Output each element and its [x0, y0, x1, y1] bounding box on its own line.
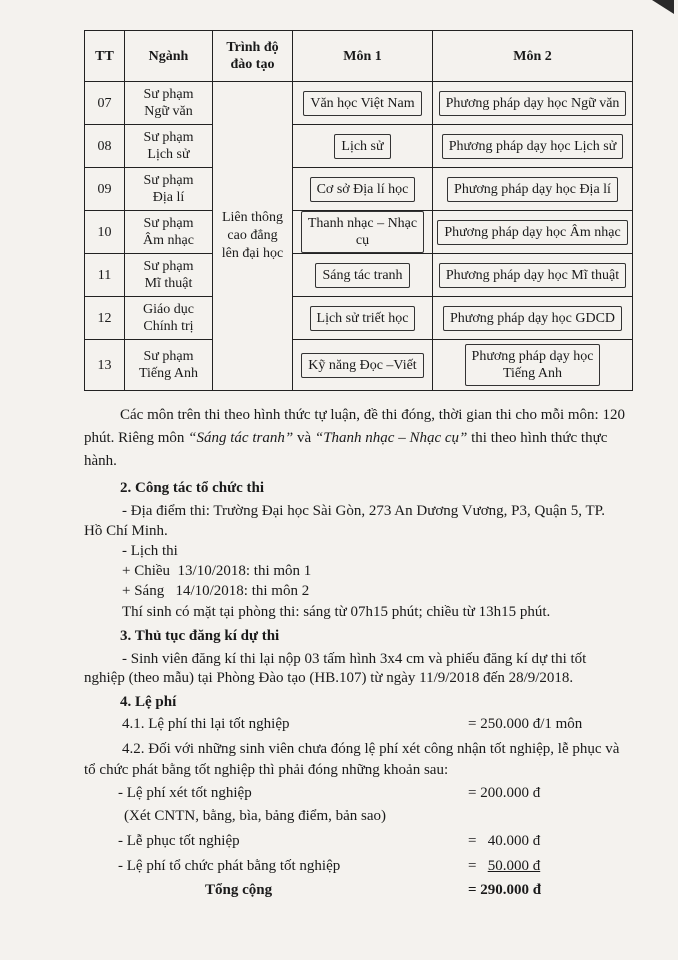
cell-mon1 [293, 340, 433, 391]
fee-review-value: = 200.000 đ [468, 785, 541, 801]
note-text: phút. Riêng môn [84, 430, 189, 446]
mon1-line: Thanh nhạc – Nhạc [307, 216, 418, 231]
cell-mon2 [433, 82, 633, 125]
table-row [85, 254, 633, 297]
total-label: Tổng cộng [205, 882, 273, 898]
fee-42-line-2: tổ chức phát bằng tốt nghiệp thì phải đóng những khoản sau: [84, 762, 449, 778]
section2-title: 2. Công tác tổ chức thi [120, 480, 264, 496]
section2-schedule: - Lịch thi [122, 543, 178, 559]
cell-nganh-line: Mĩ thuật [144, 276, 193, 291]
fee-41-value: = 250.000 đ/1 môn [468, 716, 583, 732]
total-value: = 290.000 đ [468, 882, 542, 898]
cell-nganh-line: Lịch sử [147, 147, 190, 162]
cell-nganh [125, 82, 213, 125]
note-line-1: Các môn trên thi theo hình thức tự luận, đề thi đóng, thời gian thi cho mỗi môn: 120 [120, 407, 625, 423]
section3-line-2: nghiệp (theo mẫu) tại Phòng Đào tạo (HB.107) từ ngày 11/9/2018 đến 28/9/2018. [84, 670, 574, 686]
level-line: cao đẳng [227, 228, 278, 243]
note-text: và [293, 430, 315, 446]
cell-level [213, 82, 293, 391]
table-row [85, 297, 633, 340]
mon2-text: Phương pháp dạy học Âm nhạc [437, 220, 627, 245]
section2-place-2: Hồ Chí Minh. [84, 523, 168, 539]
cell-nganh [125, 168, 213, 211]
cell-mon1 [293, 125, 433, 168]
cell-nganh-line: Sư phạm [143, 130, 194, 145]
exam-subjects-table [84, 30, 633, 391]
cell-tt: 10 [85, 211, 125, 254]
header-trinh-do-line1: Trình độ [226, 40, 279, 55]
mon1-text: Văn học Việt Nam [303, 91, 421, 116]
cell-mon2 [433, 254, 633, 297]
note-italic-subject: “Sáng tác tranh” [188, 430, 294, 446]
mon1-text: Lịch sử [334, 134, 390, 159]
section2-arrival: Thí sinh có mặt tại phòng thi: sáng từ 07h15 phút; chiều từ 13h15 phút. [122, 604, 551, 620]
cell-mon2 [433, 211, 633, 254]
mon2-text: Phương pháp dạy học Ngữ văn [439, 91, 627, 116]
fee-ceremony-value [468, 857, 540, 876]
table-row [85, 82, 633, 125]
fee-42-line-1: 4.2. Đối với những sinh viên chưa đóng lệ phí xét công nhận tốt nghiệp, lễ phục và [122, 741, 620, 757]
table-row [85, 168, 633, 211]
header-nganh: Ngành [125, 31, 213, 82]
section2-session-2: + Sáng 14/10/2018: thi môn 2 [122, 583, 310, 599]
mon1-line: cụ [355, 233, 370, 248]
header-mon1: Môn 1 [293, 31, 433, 82]
table-row [85, 340, 633, 391]
cell-tt: 11 [85, 254, 125, 297]
cell-mon1 [293, 211, 433, 254]
section4-title: 4. Lệ phí [120, 694, 177, 710]
cell-mon1 [293, 168, 433, 211]
section3-title: 3. Thủ tục đăng kí dự thi [120, 628, 280, 644]
cell-nganh-line: Sư phạm [143, 173, 194, 188]
cell-tt: 07 [85, 82, 125, 125]
mon2-line: Phương pháp dạy học [471, 349, 594, 364]
cell-nganh-line: Sư phạm [143, 87, 194, 102]
note-italic-subject: “Thanh nhạc – Nhạc cụ” [314, 430, 468, 446]
cell-mon1 [293, 254, 433, 297]
note-line-3: hành. [84, 453, 117, 469]
mon1-text: Cơ sở Địa lí học [310, 177, 416, 202]
note-line-2 [84, 429, 607, 448]
mon1-text [301, 211, 424, 253]
mon2-text [465, 344, 601, 386]
level-line: lên đại học [221, 246, 284, 261]
cell-nganh [125, 211, 213, 254]
cell-mon2 [433, 297, 633, 340]
cell-nganh [125, 297, 213, 340]
fee-review-note: (Xét CNTN, bằng, bìa, bảng điểm, bản sao) [124, 808, 387, 824]
cell-mon1 [293, 297, 433, 340]
cell-nganh [125, 340, 213, 391]
fee-review-label: - Lệ phí xét tốt nghiệp [118, 785, 252, 801]
cell-mon2 [433, 340, 633, 391]
table-row [85, 125, 633, 168]
header-mon2: Môn 2 [433, 31, 633, 82]
mon2-text: Phương pháp dạy học Mĩ thuật [439, 263, 626, 288]
mon2-text: Phương pháp dạy học GDCD [443, 306, 622, 331]
header-trinh-do-line2: đào tạo [230, 57, 275, 72]
cell-tt: 13 [85, 340, 125, 391]
cell-nganh [125, 125, 213, 168]
cell-mon2 [433, 125, 633, 168]
mon2-text: Phương pháp dạy học Lịch sử [442, 134, 624, 159]
section2-session-1: + Chiều 13/10/2018: thi môn 1 [122, 563, 312, 579]
cell-mon1 [293, 82, 433, 125]
fee-ceremony-label: - Lệ phí tổ chức phát bằng tốt nghiệp [118, 858, 341, 874]
mon1-text: Sáng tác tranh [315, 263, 409, 288]
fee-ceremony-eq: = [468, 858, 477, 874]
table-header-row [85, 31, 633, 82]
cell-nganh-line: Giáo dục [143, 302, 194, 317]
mon1-text: Lịch sử triết học [310, 306, 416, 331]
cell-mon2 [433, 168, 633, 211]
cell-nganh-line: Sư phạm [143, 216, 194, 231]
section3-line-1: - Sinh viên đăng kí thi lại nộp 03 tấm hình 3x4 cm và phiếu đăng kí dự thi tốt [122, 651, 587, 667]
section2-place-1: - Địa điểm thi: Trường Đại học Sài Gòn, 273 An Dương Vương, P3, Quận 5, TP. [122, 503, 606, 519]
page-corner-mark [652, 0, 674, 14]
cell-nganh-line: Sư phạm [143, 259, 194, 274]
fee-41-label: 4.1. Lệ phí thi lại tốt nghiệp [122, 716, 290, 732]
cell-nganh [125, 254, 213, 297]
mon1-text: Kỹ năng Đọc –Viết [301, 353, 423, 378]
cell-nganh-line: Âm nhạc [143, 233, 194, 248]
note-text: thi theo hình thức thực [467, 430, 608, 446]
cell-nganh-line: Sư phạm [143, 349, 194, 364]
cell-tt: 09 [85, 168, 125, 211]
cell-nganh-line: Địa lí [152, 190, 185, 205]
cell-nganh-line: Tiếng Anh [138, 366, 198, 381]
mon2-line: Tiếng Anh [502, 366, 562, 381]
cell-nganh-line: Ngữ văn [144, 104, 193, 119]
cell-tt: 12 [85, 297, 125, 340]
cell-tt: 08 [85, 125, 125, 168]
header-trinh-do [213, 31, 293, 82]
cell-nganh-line: Chính trị [143, 319, 194, 334]
fee-ceremony-amount: 50.000 đ [487, 858, 541, 874]
fee-gown-label: - Lễ phục tốt nghiệp [118, 833, 240, 849]
mon2-text: Phương pháp dạy học Địa lí [447, 177, 618, 202]
fee-gown-value: = 40.000 đ [468, 833, 541, 849]
header-tt: TT [85, 31, 125, 82]
table-row [85, 211, 633, 254]
level-line: Liên thông [221, 210, 284, 225]
